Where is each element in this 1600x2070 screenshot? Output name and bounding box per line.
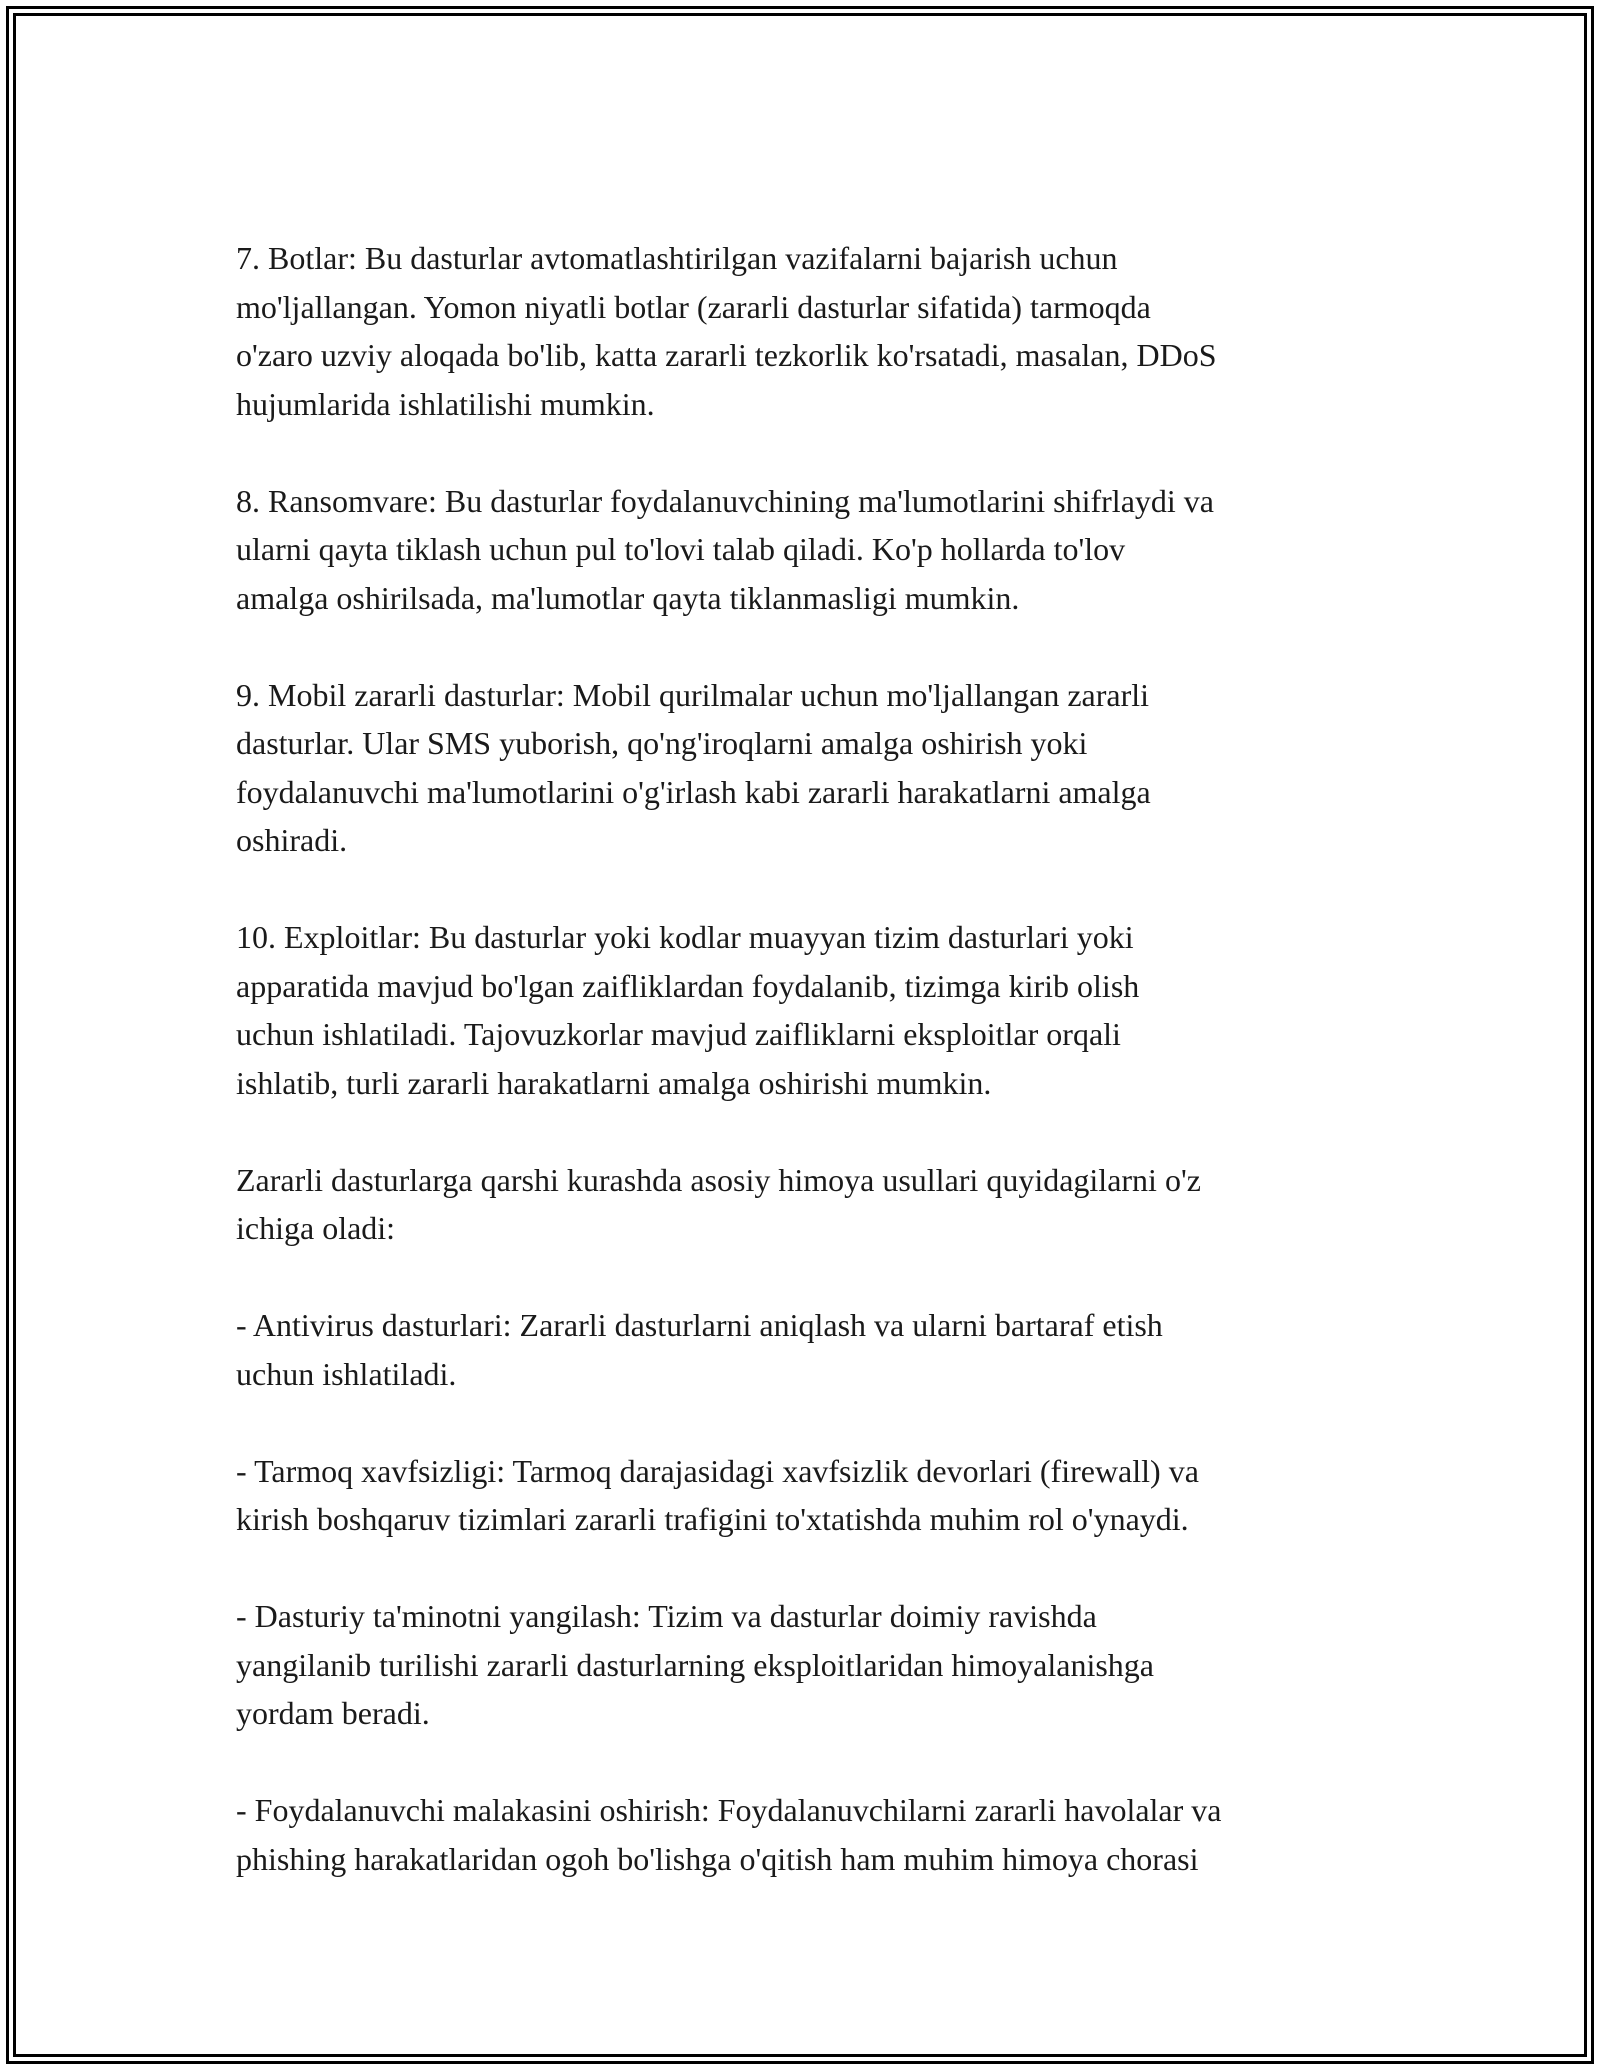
paragraph-exploitlar: 10. Exploitlar: Bu dasturlar yoki kodlar muayyan tizim dasturlari yoki apparatida mavjud bo'lgan zaifliklardan foydalanib, tizimga kirib olish uchun ishlatiladi. Tajovuzkorlar mavjud zaifliklarni eksploitlar orqali ishlatib, turli zararli harakatlarni amalga oshirishi mumkin. <box>236 919 1140 1101</box>
document-body <box>236 234 1376 1883</box>
paragraph-ransomvare: 8. Ransomvare: Bu dasturlar foydalanuvchining ma'lumotlarini shifrlaydi va ularni qayta tiklash uchun pul to'lovi talab qiladi. Ko'p hollarda to'lov amalga oshirilsada, ma'lumotlar qayta tiklanmasligi mumkin. <box>236 482 1214 616</box>
list-item-foydalanuvchi-malakasi: - Foydalanuvchi malakasini oshirish: Foydalanuvchilarni zararli havolalar va phishing harakatlaridan ogoh bo'lishga o'qitish ham muhim himoya chorasi <box>236 1792 1222 1877</box>
paragraph-botlar: 7. Botlar: Bu dasturlar avtomatlashtirilgan vazifalarni bajarish uchun mo'ljallangan. Yomon niyatli botlar (zararli dasturlar sifatida) tarmoqda o'zaro uzviy aloqada bo'lib, katta zararli tezkorlik ko'rsatadi, masalan, DDoS hujumlarida ishlatilishi mumkin. <box>236 240 1217 422</box>
list-item-antivirus: - Antivirus dasturlari: Zararli dasturlarni aniqlash va ularni bartaraf etish uchun ishlatiladi. <box>236 1307 1163 1392</box>
paragraph-himoya-usullari-intro: Zararli dasturlarga qarshi kurashda asosiy himoya usullari quyidagilarni o'z ichiga oladi: <box>236 1161 1201 1246</box>
list-item-dasturiy-taminot: - Dasturiy ta'minotni yangilash: Tizim va dasturlar doimiy ravishda yangilanib turilishi zararli dasturlarning eksploitlaridan himoyalanishga yordam beradi. <box>236 1598 1154 1731</box>
paragraph-mobil-zararli-dasturlar: 9. Mobil zararli dasturlar: Mobil qurilmalar uchun mo'ljallangan zararli dasturlar. Ular SMS yuborish, qo'ng'iroqlarni amalga oshirish yoki foydalanuvchi ma'lumotlarini o'g'irlash kabi zararli harakatlarni amalga oshiradi. <box>236 676 1151 858</box>
list-item-tarmoq-xavfsizligi: - Tarmoq xavfsizligi: Tarmoq darajasidagi xavfsizlik devorlari (firewall) va kirish boshqaruv tizimlari zararli trafigini to'xtatishda muhim rol o'ynaydi. <box>236 1452 1199 1537</box>
